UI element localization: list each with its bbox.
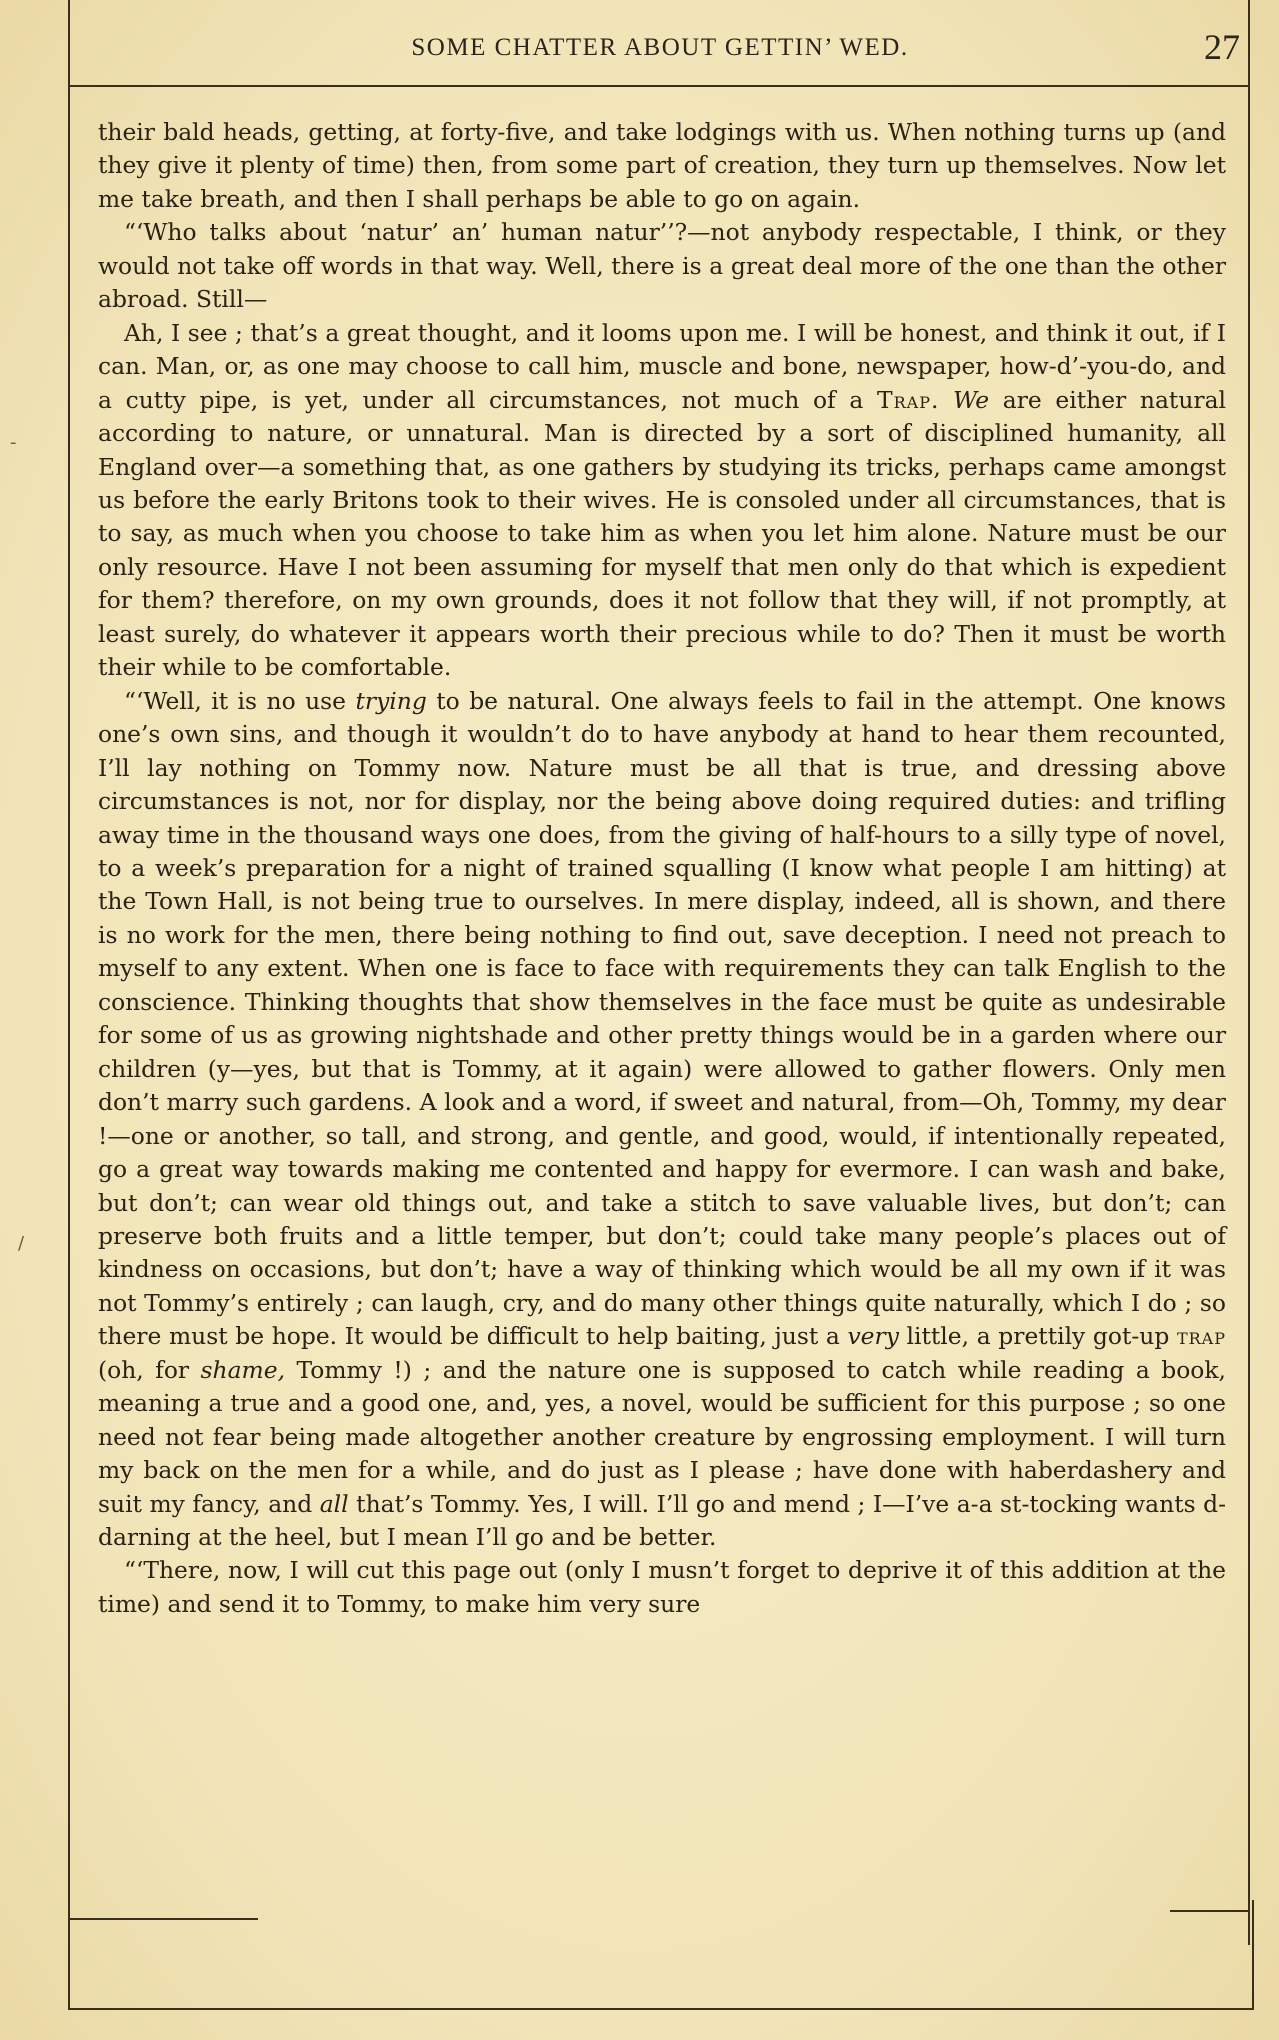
text-run: “‘Who talks about ‘natur’ an’ human natur’’?—not anybody respectable, I think, or they would not take off words in that way. Well, there is a great deal more of the one than the other abroad. Still— (98, 218, 1226, 314)
text-run: little, a prettily got-up (898, 1322, 1177, 1351)
text-run: that’s Tommy. Yes, I will. I’ll go and mend ; I—I’ve a-a st-tocking wants d-darning at the heel, but I mean I’ll go and be better. (98, 1489, 1226, 1552)
bottom-rule-left (68, 1918, 258, 1920)
page-number: 27 (1204, 27, 1240, 67)
italic-text: very (847, 1322, 899, 1351)
left-border-rule (68, 0, 70, 2010)
margin-mark: / (18, 1233, 25, 1254)
right-border-rule (1248, 0, 1250, 1945)
small-caps-text: Trap. (877, 385, 940, 414)
margin-mark: - (10, 432, 17, 453)
paragraph (98, 116, 1226, 216)
text-run: to be natural. One always feels to fail in the attempt. One knows one’s own sins, and though it wouldn’t do to have anybody at hand to hear them recounted, I’ll lay nothing on Tommy now. Nature must be all that is true, and dressing above circumstances is not, nor for display, nor the being above doing required duties: and trifling away time in the thousand ways one does, from the giving of half-hours to a silly type of novel, to a week’s preparation for a night of trained squalling (I know what people I am hitting) at the Town Hall, is not being true to ourselves. In mere display, indeed, all is shown, and there is no work for the men, there being nothing to find out, save deception. I need not preach to myself to any extent. When one is face to face with requirements they can talk English to the conscience. Thinking thoughts that show themselves in the face must be quite as undesirable for some of us as growing nightshade and other pretty things would be in a garden where our children (y—yes, but that is Tommy, at it again) were allowed to gather flowers. Only men don’t marry such gardens. A look and a word, if sweet and natural, from—Oh, Tommy, my dear !—one or another, so tall, and strong, and gentle, and good, would, if intentionally repeated, go a great way towards making me contented and happy for evermore. I can wash and bake, but don’t; can wear old things out, and take a stitch to save valuable lives, but don’t; can preserve both fruits and a little temper, but don’t; could take many people’s places out of kindness on occasions, but don’t; have a way of thinking which would be all my own if it was not Tommy’s entirely ; can laugh, cry, and do many other things quite naturally, which I do ; so there must be hope. It would be difficult to help baiting, just a (98, 686, 1226, 1351)
italic-text: trying (355, 686, 427, 715)
text-run: their bald heads, getting, at forty-five, and take lodgings with us. When nothing turns up (and they give it plenty of time) then, from some part of creation, they turn up themselves. Now let me take breath, and then I shall perhaps be able to go on again. (98, 118, 1226, 213)
bottom-rule-right (1170, 1910, 1250, 1912)
text-run: “‘There, now, I will cut this page out (only I musn’t forget to deprive it of this addition at the time) and send it to Tommy, to make him very sure (98, 1556, 1226, 1618)
body-text (98, 116, 1226, 1621)
italic-text: shame, (200, 1355, 286, 1384)
text-run: (oh, for (98, 1355, 201, 1384)
italic-text: We (953, 385, 990, 414)
text-run: Ah, I see ; that’s a great thought, and it looms upon me. I will be honest, and think it out, if I can. Man, or, as one may choose to call him, muscle and bone, newspaper, how-d’-you-do, and a cutty pipe, is yet, under all circumstances, not much of a (98, 318, 1226, 414)
paragraph (98, 216, 1226, 316)
right-border-rule-lower (1252, 1900, 1254, 2010)
header-rule (68, 85, 1250, 87)
paragraph (98, 1554, 1226, 1621)
text-run: “‘Well, it is no use (124, 686, 356, 715)
small-caps-text: trap (1176, 1322, 1226, 1351)
running-title: SOME CHATTER ABOUT GETTIN’ WED. (411, 34, 909, 61)
paragraph (98, 685, 1226, 1555)
text-run: are either natural according to nature, or unnatural. Man is directed by a sort of disciplined humanity, all England over—a something that, as one gathers by studying its tricks, perhaps came amongst us before the early Britons took to their wives. He is consoled under all circumstances, that is to say, as much when you choose to take him as when you let him alone. Nature must be our only resource. Have I not been assuming for myself that men only do that which is expedient for them? therefore, on my own grounds, does it not follow that they will, if not promptly, at least surely, do whatever it appears worth their precious while to do? Then it must be worth their while to be comfortable. (98, 385, 1226, 682)
text-run (939, 386, 953, 414)
paragraph (98, 317, 1226, 685)
italic-text: all (319, 1489, 349, 1518)
bottom-rule (68, 2008, 1254, 2010)
running-head (70, 28, 1250, 68)
text-run: Tommy !) ; and the nature one is supposed to catch while reading a book, meaning a true and a good one, and, yes, a novel, would be sufficient for this purpose ; so one need not fear being made altogether another creature by engrossing employment. I will turn my back on the men for a while, and do just as I please ; have done with haberdashery and suit my fancy, and (98, 1355, 1226, 1518)
